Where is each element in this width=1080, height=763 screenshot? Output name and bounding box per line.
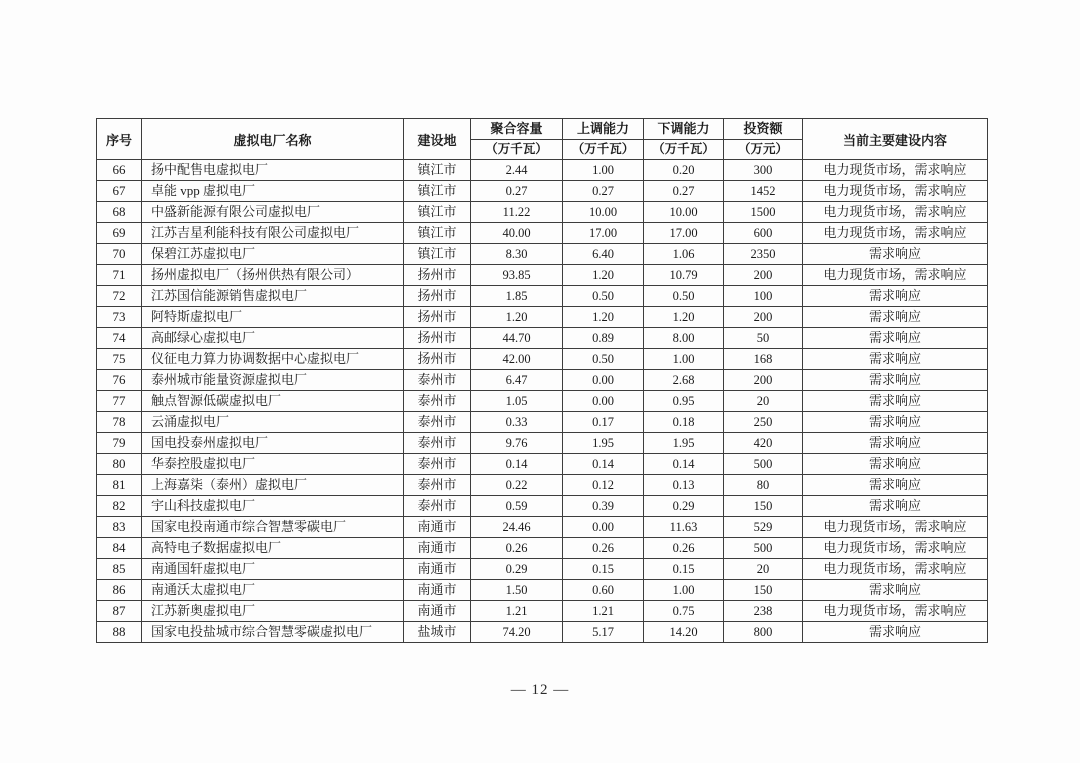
table-cell: 南通市	[404, 517, 471, 538]
table-cell: 0.50	[563, 349, 644, 370]
table-cell: 0.14	[471, 454, 563, 475]
table-cell: 420	[724, 433, 803, 454]
table-cell: 150	[724, 496, 803, 517]
table-cell: 44.70	[471, 328, 563, 349]
table-cell: 江苏新奥虚拟电厂	[142, 601, 404, 622]
table-row	[97, 559, 988, 580]
table-cell: 74	[97, 328, 142, 349]
table-cell: 100	[724, 286, 803, 307]
table-cell: 泰州市	[404, 433, 471, 454]
table-cell: 0.18	[644, 412, 724, 433]
col-header-unit: （万元）	[724, 139, 802, 159]
table-cell: 扬州市	[404, 265, 471, 286]
table-cell: 南通市	[404, 580, 471, 601]
table-cell: 80	[724, 475, 803, 496]
table-row	[97, 517, 988, 538]
table-cell: 需求响应	[803, 496, 988, 517]
table-cell: 75	[97, 349, 142, 370]
table-cell: 42.00	[471, 349, 563, 370]
table-cell: 扬州市	[404, 307, 471, 328]
table-cell: 0.95	[644, 391, 724, 412]
table-cell: 11.63	[644, 517, 724, 538]
table-cell: 南通国轩虚拟电厂	[142, 559, 404, 580]
header-row	[97, 119, 988, 160]
table-cell: 0.15	[644, 559, 724, 580]
table-cell: 华泰控股虚拟电厂	[142, 454, 404, 475]
table-row	[97, 538, 988, 559]
table-cell: 70	[97, 244, 142, 265]
table-cell: 17.00	[644, 223, 724, 244]
table-cell: 85	[97, 559, 142, 580]
table-cell: 1.21	[471, 601, 563, 622]
table-cell: 14.20	[644, 622, 724, 643]
table-cell: 电力现货市场，需求响应	[803, 202, 988, 223]
table-cell: 71	[97, 265, 142, 286]
table-row	[97, 370, 988, 391]
table-cell: 0.22	[471, 475, 563, 496]
table-cell: 保碧江苏虚拟电厂	[142, 244, 404, 265]
table-cell: 76	[97, 370, 142, 391]
table-cell: 1.20	[644, 307, 724, 328]
table-cell: 盐城市	[404, 622, 471, 643]
page-number: — 12 —	[510, 682, 570, 698]
table-cell: 73	[97, 307, 142, 328]
table-cell: 88	[97, 622, 142, 643]
table-cell: 电力现货市场，需求响应	[803, 538, 988, 559]
table-cell: 300	[724, 160, 803, 181]
col-header-unit: （万千瓦）	[563, 139, 643, 159]
col-header-construction-content	[803, 119, 988, 160]
table-cell: 阿特斯虚拟电厂	[142, 307, 404, 328]
table-cell: 0.50	[644, 286, 724, 307]
table-cell: 11.22	[471, 202, 563, 223]
col-header-unit: （万千瓦）	[471, 139, 562, 159]
table-cell: 2350	[724, 244, 803, 265]
table-cell: 1.21	[563, 601, 644, 622]
table-cell: 9.76	[471, 433, 563, 454]
table-cell: 10.00	[644, 202, 724, 223]
table-cell: 0.33	[471, 412, 563, 433]
table-cell: 高邮绿心虚拟电厂	[142, 328, 404, 349]
table-cell: 0.00	[563, 391, 644, 412]
table-cell: 500	[724, 538, 803, 559]
table-cell: 0.29	[471, 559, 563, 580]
table-cell: 0.39	[563, 496, 644, 517]
table-cell: 79	[97, 433, 142, 454]
table-cell: 中盛新能源有限公司虚拟电厂	[142, 202, 404, 223]
table-row	[97, 496, 988, 517]
table-cell: 72	[97, 286, 142, 307]
table-cell: 国家电投盐城市综合智慧零碳虚拟电厂	[142, 622, 404, 643]
table-cell: 500	[724, 454, 803, 475]
table-cell: 镇江市	[404, 223, 471, 244]
table-cell: 电力现货市场，需求响应	[803, 559, 988, 580]
table-cell: 1.20	[563, 265, 644, 286]
col-header-label: 序号	[105, 132, 132, 148]
col-header-label: 当前主要建设内容	[842, 132, 947, 148]
table-row	[97, 286, 988, 307]
table-cell: 江苏吉星利能科技有限公司虚拟电厂	[142, 223, 404, 244]
table-cell: 10.79	[644, 265, 724, 286]
table-cell: 238	[724, 601, 803, 622]
table-cell: 电力现货市场，需求响应	[803, 265, 988, 286]
table-body	[97, 160, 988, 643]
table-row	[97, 601, 988, 622]
table-cell: 需求响应	[803, 622, 988, 643]
table-cell: 6.47	[471, 370, 563, 391]
table-cell: 泰州市	[404, 391, 471, 412]
table-cell: 需求响应	[803, 580, 988, 601]
table-cell: 云涌虚拟电厂	[142, 412, 404, 433]
table-cell: 江苏国信能源销售虚拟电厂	[142, 286, 404, 307]
table-row	[97, 181, 988, 202]
table-cell: 需求响应	[803, 475, 988, 496]
table-cell: 电力现货市场，需求响应	[803, 181, 988, 202]
table-cell: 17.00	[563, 223, 644, 244]
table-cell: 78	[97, 412, 142, 433]
table-cell: 0.89	[563, 328, 644, 349]
table-cell: 1.20	[471, 307, 563, 328]
table-row	[97, 160, 988, 181]
col-header-investment	[724, 119, 803, 160]
col-header-label: 投资额	[743, 121, 783, 136]
table-cell: 需求响应	[803, 391, 988, 412]
table-cell: 南通市	[404, 559, 471, 580]
table-header	[97, 119, 988, 160]
table-cell: 24.46	[471, 517, 563, 538]
table-cell: 泰州市	[404, 454, 471, 475]
col-header-label: 虚拟电厂名称	[233, 132, 312, 148]
table-cell: 84	[97, 538, 142, 559]
table-cell: 1452	[724, 181, 803, 202]
table-row	[97, 307, 988, 328]
table-cell: 74.20	[471, 622, 563, 643]
table-cell: 529	[724, 517, 803, 538]
table-cell: 需求响应	[803, 412, 988, 433]
table-cell: 0.60	[563, 580, 644, 601]
table-cell: 1.05	[471, 391, 563, 412]
table-cell: 扬中配售电虚拟电厂	[142, 160, 404, 181]
table-cell: 需求响应	[803, 286, 988, 307]
table-cell: 0.27	[644, 181, 724, 202]
table-cell: 1.00	[563, 160, 644, 181]
table-cell: 上海嘉柒（泰州）虚拟电厂	[142, 475, 404, 496]
table-cell: 泰州市	[404, 412, 471, 433]
table-cell: 6.40	[563, 244, 644, 265]
table-cell: 泰州市	[404, 475, 471, 496]
table-cell: 82	[97, 496, 142, 517]
col-header-label: 聚合容量	[490, 121, 543, 136]
table-cell: 0.13	[644, 475, 724, 496]
table-cell: 高特电子数据虚拟电厂	[142, 538, 404, 559]
table-cell: 150	[724, 580, 803, 601]
table-cell: 0.17	[563, 412, 644, 433]
table-row	[97, 223, 988, 244]
col-header-up-regulation	[563, 119, 644, 160]
table-cell: 需求响应	[803, 307, 988, 328]
table-cell: 8.30	[471, 244, 563, 265]
table-cell: 168	[724, 349, 803, 370]
table-row	[97, 475, 988, 496]
table-cell: 泰州城市能量资源虚拟电厂	[142, 370, 404, 391]
table-cell: 扬州市	[404, 349, 471, 370]
table-row	[97, 391, 988, 412]
table-cell: 国家电投南通市综合智慧零碳电厂	[142, 517, 404, 538]
table-row	[97, 265, 988, 286]
table-cell: 1.50	[471, 580, 563, 601]
table-cell: 扬州市	[404, 328, 471, 349]
table-cell: 81	[97, 475, 142, 496]
table-cell: 200	[724, 370, 803, 391]
col-header-label: 建设地	[417, 132, 457, 148]
table-cell: 泰州市	[404, 496, 471, 517]
table-cell: 卓能 vpp 虚拟电厂	[142, 181, 404, 202]
table-cell: 电力现货市场，需求响应	[803, 601, 988, 622]
col-header-aggregate-capacity	[471, 119, 563, 160]
table-cell: 87	[97, 601, 142, 622]
table-cell: 南通市	[404, 601, 471, 622]
table-cell: 1.00	[644, 580, 724, 601]
table-cell: 200	[724, 307, 803, 328]
col-header-label: 下调能力	[657, 121, 710, 136]
table-cell: 镇江市	[404, 160, 471, 181]
table-cell: 0.20	[644, 160, 724, 181]
table-row	[97, 202, 988, 223]
table-cell: 需求响应	[803, 244, 988, 265]
table-cell: 1.95	[644, 433, 724, 454]
table-cell: 0.14	[563, 454, 644, 475]
table-cell: 50	[724, 328, 803, 349]
table-cell: 1.06	[644, 244, 724, 265]
table-cell: 0.27	[563, 181, 644, 202]
table-cell: 南通沃太虚拟电厂	[142, 580, 404, 601]
table-cell: 800	[724, 622, 803, 643]
table-cell: 77	[97, 391, 142, 412]
table-cell: 10.00	[563, 202, 644, 223]
table-cell: 0.75	[644, 601, 724, 622]
table-cell: 20	[724, 391, 803, 412]
table-cell: 扬州市	[404, 286, 471, 307]
table-cell: 触点智源低碳虚拟电厂	[142, 391, 404, 412]
table-row	[97, 433, 988, 454]
table-cell: 83	[97, 517, 142, 538]
table-row	[97, 580, 988, 601]
table-cell: 0.14	[644, 454, 724, 475]
table-row	[97, 622, 988, 643]
table-cell: 1500	[724, 202, 803, 223]
table-cell: 86	[97, 580, 142, 601]
table-cell: 200	[724, 265, 803, 286]
col-header-unit: （万千瓦）	[644, 139, 723, 159]
table-cell: 需求响应	[803, 454, 988, 475]
table-cell: 67	[97, 181, 142, 202]
table-cell: 5.17	[563, 622, 644, 643]
table-cell: 66	[97, 160, 142, 181]
table-cell: 600	[724, 223, 803, 244]
table-cell: 93.85	[471, 265, 563, 286]
table-row	[97, 328, 988, 349]
table-cell: 0.00	[563, 370, 644, 391]
table-row	[97, 349, 988, 370]
table-cell: 2.44	[471, 160, 563, 181]
table-cell: 0.15	[563, 559, 644, 580]
table-row	[97, 454, 988, 475]
table-row	[97, 244, 988, 265]
table-cell: 1.95	[563, 433, 644, 454]
table-cell: 0.27	[471, 181, 563, 202]
table-cell: 1.85	[471, 286, 563, 307]
table-cell: 0.26	[471, 538, 563, 559]
table-cell: 镇江市	[404, 181, 471, 202]
table-cell: 68	[97, 202, 142, 223]
table-cell: 需求响应	[803, 433, 988, 454]
table-cell: 仪征电力算力协调数据中心虚拟电厂	[142, 349, 404, 370]
table-cell: 1.00	[644, 349, 724, 370]
table-cell: 泰州市	[404, 370, 471, 391]
table-cell: 需求响应	[803, 328, 988, 349]
table-cell: 镇江市	[404, 202, 471, 223]
col-header-label: 上调能力	[576, 121, 629, 136]
col-header-down-regulation	[644, 119, 724, 160]
table-cell: 扬州虚拟电厂（扬州供热有限公司）	[142, 265, 404, 286]
table-cell: 电力现货市场，需求响应	[803, 160, 988, 181]
table-cell: 宇山科技虚拟电厂	[142, 496, 404, 517]
table-cell: 国电投泰州虚拟电厂	[142, 433, 404, 454]
table-cell: 1.20	[563, 307, 644, 328]
table-cell: 20	[724, 559, 803, 580]
table-cell: 电力现货市场，需求响应	[803, 223, 988, 244]
table-cell: 南通市	[404, 538, 471, 559]
table-cell: 需求响应	[803, 349, 988, 370]
table-cell: 40.00	[471, 223, 563, 244]
table-cell: 电力现货市场，需求响应	[803, 517, 988, 538]
table-cell: 0.00	[563, 517, 644, 538]
table-cell: 需求响应	[803, 370, 988, 391]
col-header-location	[404, 119, 471, 160]
table-cell: 250	[724, 412, 803, 433]
table-cell: 8.00	[644, 328, 724, 349]
table-cell: 2.68	[644, 370, 724, 391]
table-cell: 80	[97, 454, 142, 475]
table-cell: 0.26	[644, 538, 724, 559]
col-header-index	[97, 119, 142, 160]
table-cell: 0.50	[563, 286, 644, 307]
table-row	[97, 412, 988, 433]
table-cell: 0.59	[471, 496, 563, 517]
table-cell: 69	[97, 223, 142, 244]
table-cell: 0.26	[563, 538, 644, 559]
virtual-power-plant-table	[96, 118, 988, 643]
table-cell: 0.12	[563, 475, 644, 496]
table-cell: 镇江市	[404, 244, 471, 265]
table-cell: 0.29	[644, 496, 724, 517]
col-header-plant-name	[142, 119, 404, 160]
